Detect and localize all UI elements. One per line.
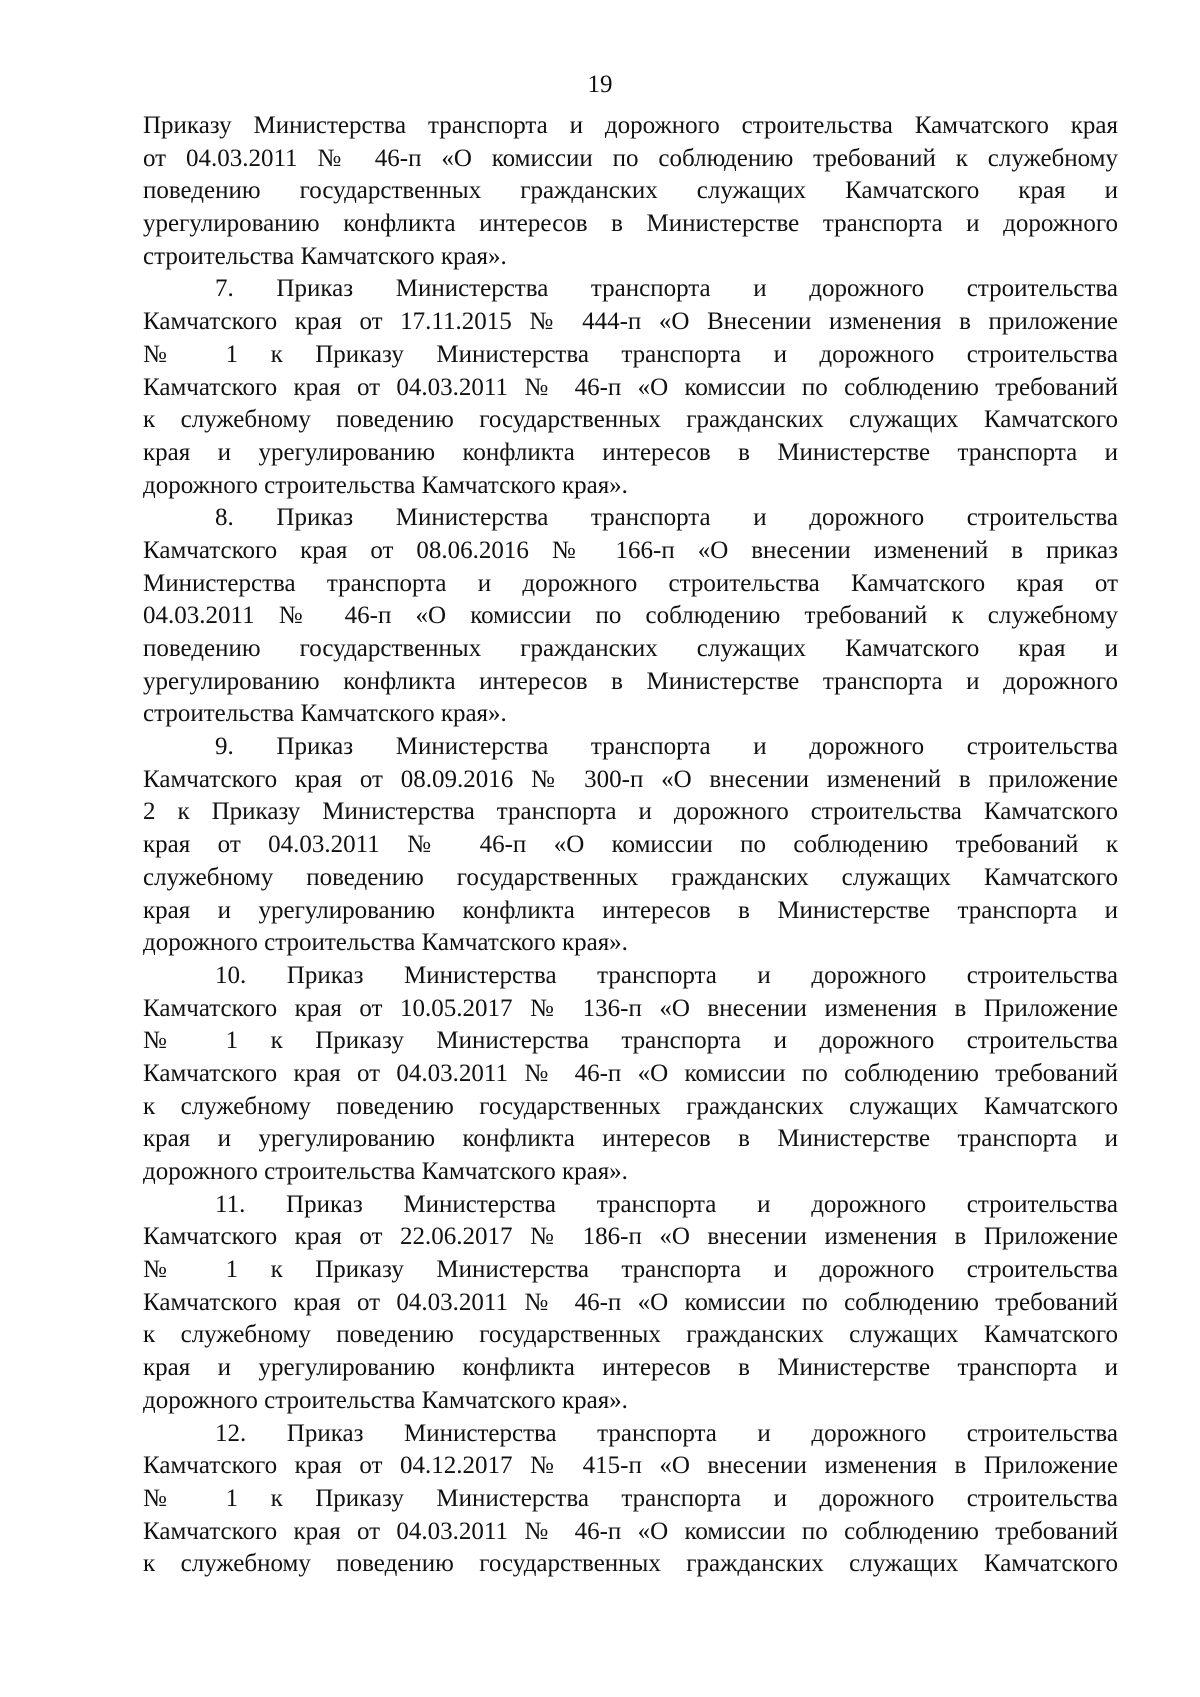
text-line: № 1 к Приказу Министерства транспорта и дорожного строительства [143, 1256, 1118, 1284]
text-line: поведению государственных гражданских служащих Камчатского края и [143, 635, 1118, 662]
page-number: 19 [587, 71, 613, 98]
document-body [143, 110, 1118, 1581]
text-line: Камчатского края от 17.11.2015 № 444-п «О Внесении изменения в приложение [143, 308, 1118, 336]
text-line: Камчатского края от 10.05.2017 № 136-п «О внесении изменения в Приложение [143, 994, 1118, 1022]
text-line: урегулированию конфликта интересов в Министерстве транспорта и дорожного [143, 210, 1118, 238]
text-line: 9. Приказ Министерства транспорта и дорожного строительства [215, 733, 1118, 761]
text-line: 8. Приказ Министерства транспорта и дорожного строительства [215, 504, 1118, 532]
text-line: Камчатского края от 08.06.2016 № 166-п «О внесении изменений в приказ [143, 536, 1118, 564]
text-line: дорожного строительства Камчатского края». [143, 471, 628, 499]
text-line: Приказу Министерства транспорта и дорожного строительства Камчатского края [143, 112, 1118, 139]
list-item-12 [143, 1418, 1118, 1581]
text-line: края и урегулированию конфликта интересов в Министерстве транспорта и [143, 1125, 1118, 1153]
list-item-10 [143, 960, 1118, 1189]
text-line: края и урегулированию конфликта интересов в Министерстве транспорта и [143, 1354, 1118, 1382]
text-line: Камчатского края от 04.12.2017 № 415-п «О внесении изменения в Приложение [143, 1452, 1118, 1480]
text-line: строительства Камчатского края». [143, 242, 507, 270]
text-line: Камчатского края от 04.03.2011 № 46-п «О комиссии по соблюдению требований [143, 1288, 1118, 1316]
text-line: дорожного строительства Камчатского края». [143, 1386, 628, 1414]
text-line: дорожного строительства Камчатского края». [143, 929, 628, 957]
text-line: 12. Приказ Министерства транспорта и дорожного строительства [215, 1419, 1118, 1447]
text-line: 7. Приказ Министерства транспорта и дорожного строительства [215, 275, 1118, 303]
text-line: поведению государственных гражданских служащих Камчатского края и [143, 177, 1118, 205]
text-line: края от 04.03.2011 № 46-п «О комиссии по соблюдению требований к [143, 831, 1118, 859]
paragraph-continuation [143, 110, 1118, 273]
text-line: края и урегулированию конфликта интересов в Министерстве транспорта и [143, 438, 1118, 466]
list-item-8 [143, 502, 1118, 731]
text-line: к служебному поведению государственных гражданских служащих Камчатского [143, 1321, 1118, 1349]
text-line: к служебному поведению государственных гражданских служащих Камчатского [143, 1550, 1118, 1578]
text-line: дорожного строительства Камчатского края». [143, 1158, 628, 1185]
text-line: строительства Камчатского края». [143, 700, 507, 728]
text-line: от 04.03.2011 № 46-п «О комиссии по соблюдению требований к служебному [143, 144, 1118, 172]
text-line: к служебному поведению государственных гражданских служащих Камчатского [143, 1092, 1118, 1120]
text-line: № 1 к Приказу Министерства транспорта и дорожного строительства [143, 1027, 1118, 1055]
text-line: Министерства транспорта и дорожного строительства Камчатского края от [143, 569, 1118, 597]
text-line: № 1 к Приказу Министерства транспорта и дорожного строительства [143, 340, 1118, 368]
list-item-9 [143, 731, 1118, 960]
text-line: Камчатского края от 04.03.2011 № 46-п «О комиссии по соблюдению требований [143, 1059, 1118, 1087]
text-line: Камчатского края от 08.09.2016 № 300-п «О внесении изменений в приложение [143, 765, 1118, 793]
list-item-7 [143, 273, 1118, 502]
text-line: урегулированию конфликта интересов в Министерстве транспорта и дорожного [143, 667, 1118, 695]
text-line: № 1 к Приказу Министерства транспорта и дорожного строительства [143, 1484, 1118, 1512]
text-line: 11. Приказ Министерства транспорта и дорожного строительства [215, 1190, 1118, 1218]
text-line: Камчатского края от 22.06.2017 № 186-п «О внесении изменения в Приложение [143, 1223, 1118, 1251]
text-line: Камчатского края от 04.03.2011 № 46-п «О комиссии по соблюдению требований [143, 373, 1118, 401]
text-line: Камчатского края от 04.03.2011 № 46-п «О комиссии по соблюдению требований [143, 1517, 1118, 1545]
text-line: 2 к Приказу Министерства транспорта и дорожного строительства Камчатского [143, 798, 1118, 826]
text-line: 10. Приказ Министерства транспорта и дорожного строительства [215, 961, 1118, 989]
text-line: к служебному поведению государственных гражданских служащих Камчатского [143, 406, 1118, 434]
text-line: 04.03.2011 № 46-п «О комиссии по соблюдению требований к служебному [143, 602, 1118, 630]
list-item-11 [143, 1189, 1118, 1418]
text-line: края и урегулированию конфликта интересов в Министерстве транспорта и [143, 896, 1118, 924]
text-line: служебному поведению государственных гражданских служащих Камчатского [143, 863, 1118, 891]
